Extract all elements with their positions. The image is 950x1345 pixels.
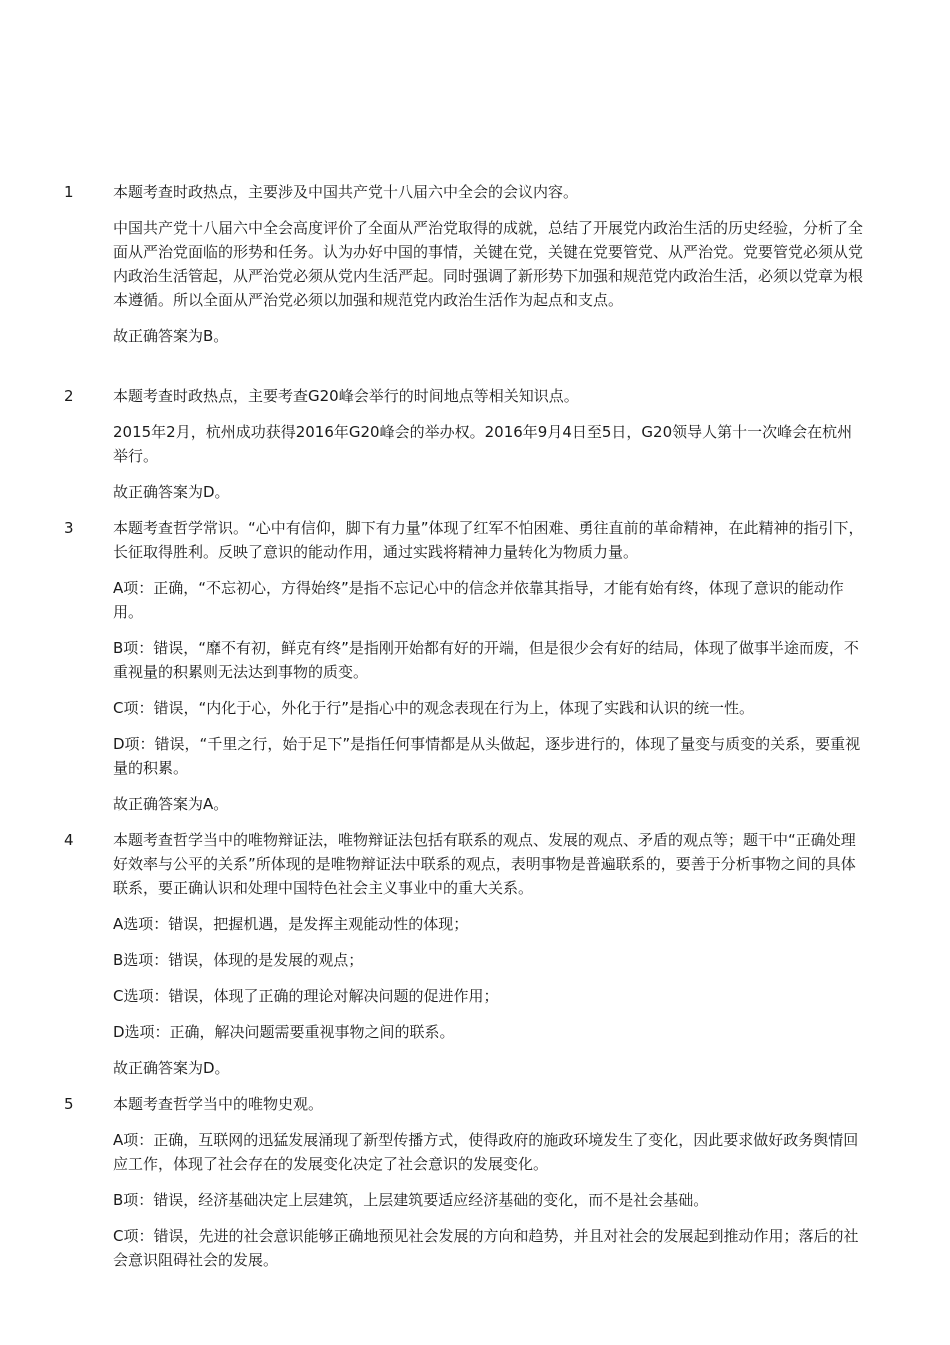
item-content: [113, 828, 865, 1092]
paragraph: 本题考查时政热点，主要考查G20峰会举行的时间地点等相关知识点。: [113, 387, 579, 405]
paragraph: C项：错误，先进的社会意识能够正确地预见社会发展的方向和趋势，并且对社会的发展起到推动作用；落后的社会意识阻碍社会的发展。: [113, 1227, 859, 1269]
paragraph: 中国共产党十八届六中全会高度评价了全面从严治党取得的成就，总结了开展党内政治生活的历史经验，分析了全面从严治党面临的形势和任务。认为办好中国的事情，关键在党，关键在党要管党、从严治党。党要管党必须从党内政治生活管起，从严治党必须从党内生活严起。同时强调了新形势下加强和规范党内政治生活，必须以党章为根本遵循。所以全面从严治党必须以加强和规范党内政治生活作为起点和支点。: [113, 219, 864, 309]
paragraph: 故正确答案为B。: [113, 327, 229, 345]
paragraph: C选项：错误，体现了正确的理论对解决问题的促进作用；: [113, 987, 499, 1005]
paragraph: B项：错误，“靡不有初，鲜克有终”是指刚开始都有好的开端，但是很少会有好的结局，体现了做事半途而废，不重视量的积累则无法达到事物的质变。: [113, 639, 859, 681]
item-content: [113, 180, 865, 360]
paragraph: A选项：错误，把握机遇，是发挥主观能动性的体现；: [113, 915, 469, 933]
paragraph: 故正确答案为D。: [113, 483, 230, 501]
paragraph: 本题考查时政热点，主要涉及中国共产党十八届六中全会的会议内容。: [113, 183, 579, 201]
item-number: 4: [64, 831, 74, 849]
paragraph: B项：错误，经济基础决定上层建筑，上层建筑要适应经济基础的变化，而不是社会基础。: [113, 1191, 709, 1209]
item-content: [113, 1092, 865, 1284]
item-number: 2: [64, 387, 74, 405]
paragraph: D选项：正确，解决问题需要重视事物之间的联系。: [113, 1023, 455, 1041]
paragraph: A项：正确，“不忘初心，方得始终”是指不忘记心中的信念并依靠其指导，才能有始有终，体现了意识的能动作用。: [113, 579, 844, 621]
paragraph: 2015年2月，杭州成功获得2016年G20峰会的举办权。2016年9月4日至5日，G20领导人第十一次峰会在杭州举行。: [113, 423, 853, 465]
item-number: 1: [64, 183, 74, 201]
paragraph: 本题考查哲学当中的唯物辩证法，唯物辩证法包括有联系的观点、发展的观点、矛盾的观点等；题干中“正确处理好效率与公平的关系”所体现的是唯物辩证法中联系的观点，表明事物是普遍联系的，要善于分析事物之间的具体联系，要正确认识和处理中国特色社会主义事业中的重大关系。: [113, 831, 856, 897]
paragraph: 本题考查哲学当中的唯物史观。: [113, 1095, 324, 1113]
item-content: [113, 384, 865, 516]
item-number: 3: [64, 519, 74, 537]
item-number: 5: [64, 1095, 74, 1113]
paragraph: C项：错误，“内化于心，外化于行”是指心中的观念表现在行为上，体现了实践和认识的统一性。: [113, 699, 755, 717]
paragraph: 本题考查哲学常识。“心中有信仰，脚下有力量”体现了红军不怕困难、勇往直前的革命精神，在此精神的指引下，长征取得胜利。反映了意识的能动作用，通过实践将精神力量转化为物质力量。: [113, 519, 864, 561]
paragraph: A项：正确，互联网的迅猛发展涌现了新型传播方式，使得政府的施政环境发生了变化，因此要求做好政务舆情回应工作，体现了社会存在的发展变化决定了社会意识的发展变化。: [113, 1131, 859, 1173]
paragraph: 故正确答案为A。: [113, 795, 229, 813]
paragraph: B选项：错误，体现的是发展的观点；: [113, 951, 364, 969]
paragraph: 故正确答案为D。: [113, 1059, 230, 1077]
item-content: [113, 516, 865, 828]
paragraph: D项：错误，“千里之行，始于足下”是指任何事情都是从头做起，逐步进行的，体现了量变与质变的关系，要重视量的积累。: [113, 735, 861, 777]
